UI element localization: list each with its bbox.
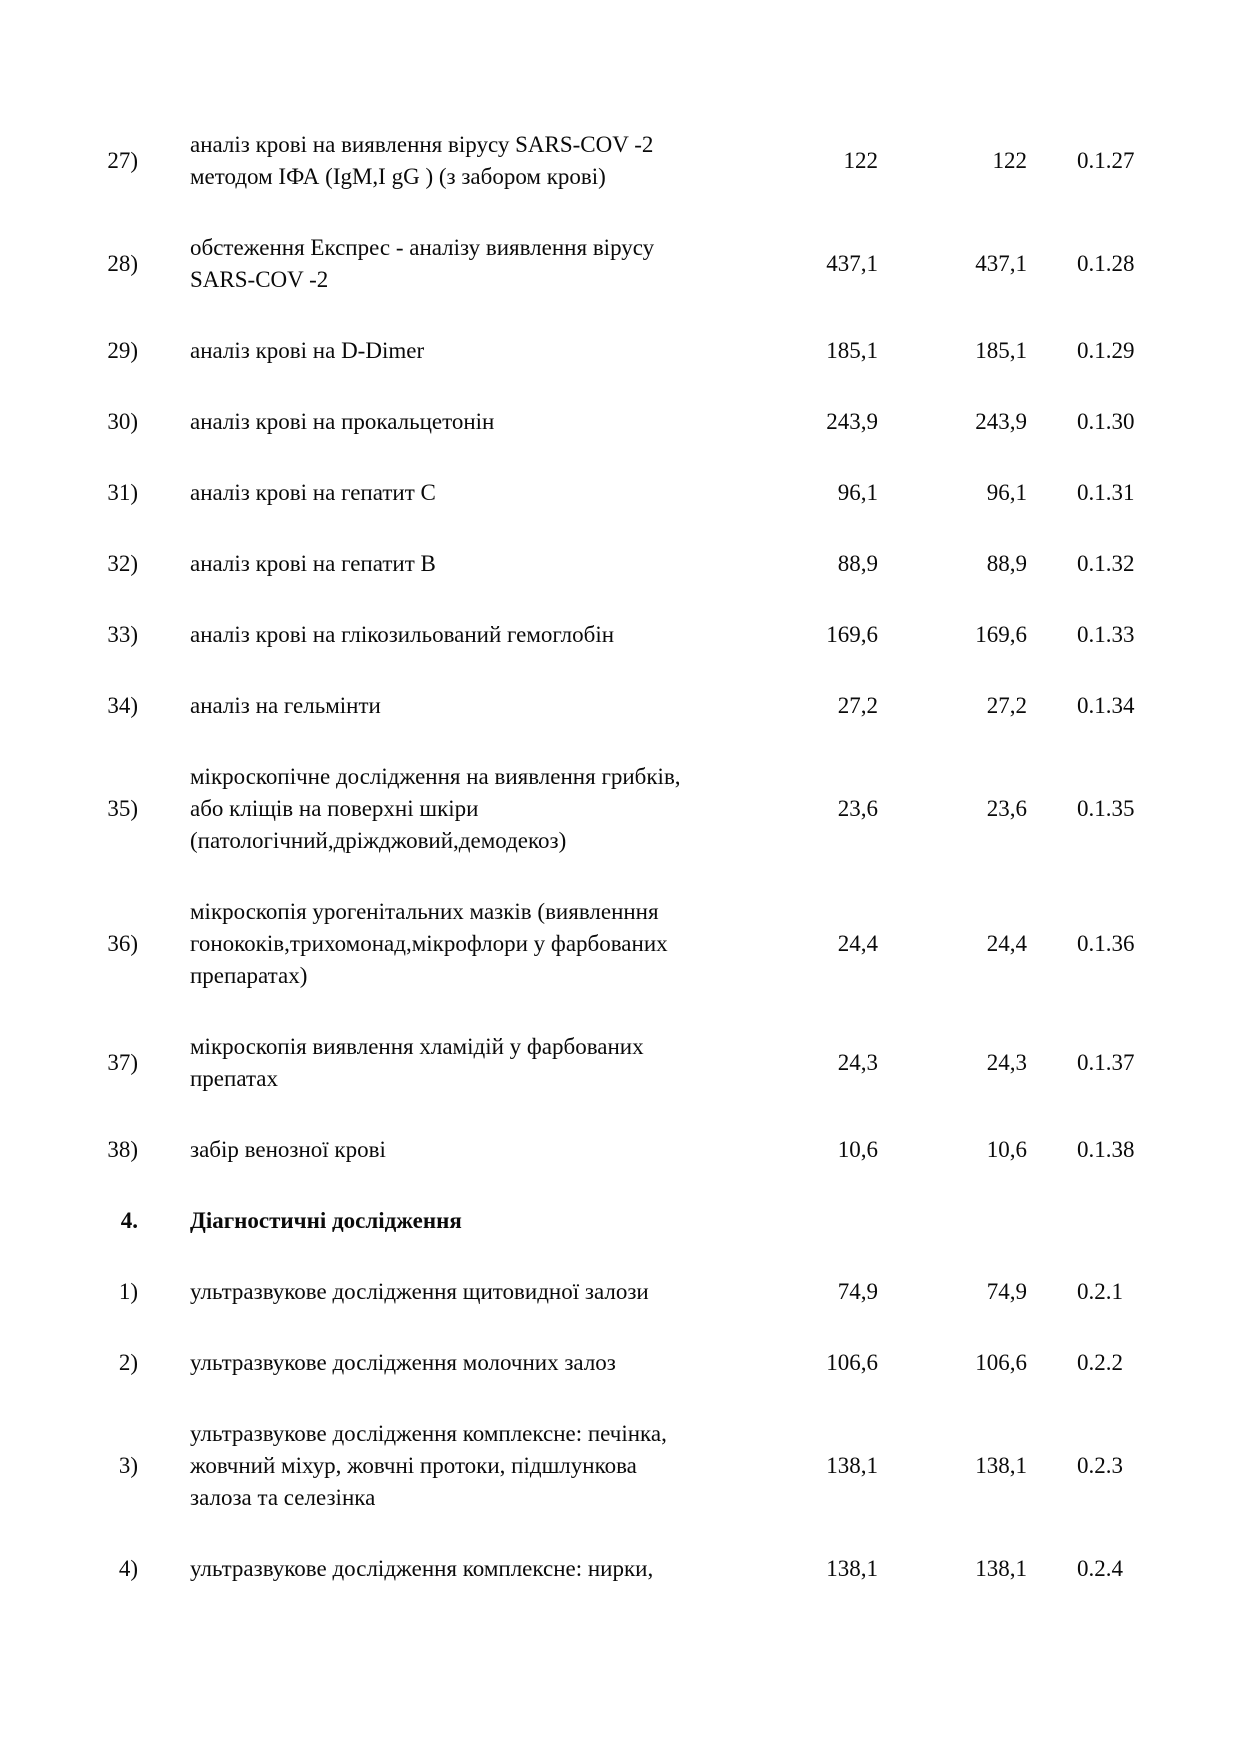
service-code: 0.1.34 bbox=[1077, 693, 1135, 718]
service-code: 0.2.3 bbox=[1077, 1453, 1123, 1478]
price-1: 138,1 bbox=[826, 1453, 878, 1478]
price-2: 24,3 bbox=[986, 1050, 1027, 1075]
service-description: аналіз крові на прокальцетонін bbox=[190, 409, 495, 434]
service-description: аналіз крові на гепатит C bbox=[190, 480, 436, 505]
section-header-row bbox=[0, 1205, 1240, 1237]
price-1: 106,6 bbox=[826, 1350, 878, 1375]
service-code: 0.1.38 bbox=[1077, 1137, 1135, 1162]
service-description: ультразвукове дослідження щитовидної залози bbox=[190, 1279, 649, 1304]
service-code: 0.1.35 bbox=[1077, 796, 1135, 821]
price-2: 10,6 bbox=[986, 1137, 1027, 1162]
table-row bbox=[0, 406, 1240, 438]
row-number: 29) bbox=[107, 338, 138, 363]
price-1: 437,1 bbox=[826, 251, 878, 276]
price-2: 138,1 bbox=[975, 1556, 1027, 1581]
service-description: обстеження Експрес - аналізу виявлення вірусу SARS-COV -2 bbox=[190, 235, 655, 292]
price-2: 88,9 bbox=[986, 551, 1027, 576]
service-code: 0.2.4 bbox=[1077, 1556, 1123, 1581]
price-1: 23,6 bbox=[837, 796, 878, 821]
table-row bbox=[0, 761, 1240, 857]
service-description: аналіз крові на виявлення вірусу SARS-COV -2 методом ІФА (IgM,I gG ) (з забором крові) bbox=[190, 132, 654, 189]
service-description: ультразвукове дослідження молочних залоз bbox=[190, 1350, 616, 1375]
price-2: 169,6 bbox=[975, 622, 1027, 647]
row-number: 27) bbox=[107, 148, 138, 173]
row-number: 3) bbox=[118, 1453, 138, 1478]
service-code: 0.2.1 bbox=[1077, 1279, 1123, 1304]
service-code: 0.1.31 bbox=[1077, 480, 1135, 505]
service-code: 0.1.30 bbox=[1077, 409, 1135, 434]
price-1: 88,9 bbox=[837, 551, 878, 576]
row-number: 4) bbox=[118, 1556, 138, 1581]
price-1: 185,1 bbox=[826, 338, 878, 363]
service-description: мікроскопічне дослідження на виявлення грибків, або кліщів на поверхні шкіри (патологічний,дріжджовий,демодекоз) bbox=[190, 764, 681, 853]
service-code: 0.1.29 bbox=[1077, 338, 1135, 363]
price-2: 437,1 bbox=[975, 251, 1027, 276]
table-row bbox=[0, 690, 1240, 722]
row-number: 33) bbox=[107, 622, 138, 647]
table-row bbox=[0, 335, 1240, 367]
price-1: 169,6 bbox=[826, 622, 878, 647]
price-2: 106,6 bbox=[975, 1350, 1027, 1375]
section-number: 4. bbox=[120, 1208, 138, 1233]
row-number: 28) bbox=[107, 251, 138, 276]
table-row bbox=[0, 129, 1240, 193]
row-number: 2) bbox=[118, 1350, 138, 1375]
price-2: 122 bbox=[992, 148, 1027, 173]
row-number: 36) bbox=[107, 931, 138, 956]
price-1: 24,4 bbox=[837, 931, 878, 956]
row-number: 30) bbox=[107, 409, 138, 434]
price-2: 74,9 bbox=[986, 1279, 1027, 1304]
table-row bbox=[0, 1134, 1240, 1166]
row-number: 31) bbox=[107, 480, 138, 505]
service-description: мікроскопія урогенітальних мазків (виявленння гонококів,трихомонад,мікрофлори у фарбованих препаратах) bbox=[190, 899, 668, 988]
price-1: 122 bbox=[843, 148, 878, 173]
service-code: 0.1.27 bbox=[1077, 148, 1135, 173]
price-1: 243,9 bbox=[826, 409, 878, 434]
service-description: забір венозної крові bbox=[190, 1137, 386, 1162]
table-row bbox=[0, 477, 1240, 509]
service-description: ультразвукове дослідження комплексне: печінка, жовчний міхур, жовчні протоки, підшлункова залоза та селезінка bbox=[190, 1421, 667, 1510]
service-description: аналіз крові на глікозильований гемоглобін bbox=[190, 622, 615, 647]
price-2: 24,4 bbox=[986, 931, 1027, 956]
service-description: аналіз на гельмінти bbox=[190, 693, 381, 718]
row-number: 38) bbox=[107, 1137, 138, 1162]
price-2: 243,9 bbox=[975, 409, 1027, 434]
section-title: Діагностичні дослідження bbox=[190, 1208, 462, 1233]
service-description: аналіз крові на гепатит B bbox=[190, 551, 436, 576]
price-2: 138,1 bbox=[975, 1453, 1027, 1478]
price-1: 27,2 bbox=[837, 693, 878, 718]
row-number: 32) bbox=[107, 551, 138, 576]
service-code: 0.1.32 bbox=[1077, 551, 1135, 576]
row-number: 37) bbox=[107, 1050, 138, 1075]
price-1: 138,1 bbox=[826, 1556, 878, 1581]
service-code: 0.1.33 bbox=[1077, 622, 1135, 647]
service-description: аналіз крові на D-Dimer bbox=[190, 338, 425, 363]
price-1: 24,3 bbox=[837, 1050, 878, 1075]
table-row bbox=[0, 1553, 1240, 1585]
row-number: 34) bbox=[107, 693, 138, 718]
price-2: 23,6 bbox=[986, 796, 1027, 821]
table-row bbox=[0, 1418, 1240, 1514]
table-row bbox=[0, 1347, 1240, 1379]
price-1: 74,9 bbox=[837, 1279, 878, 1304]
table-row bbox=[0, 548, 1240, 580]
service-code: 0.1.37 bbox=[1077, 1050, 1135, 1075]
row-number: 35) bbox=[107, 796, 138, 821]
table-row bbox=[0, 1031, 1240, 1095]
row-number: 1) bbox=[118, 1279, 138, 1304]
service-description: ультразвукове дослідження комплексне: нирки, bbox=[190, 1556, 654, 1581]
price-2: 185,1 bbox=[975, 338, 1027, 363]
service-code: 0.1.28 bbox=[1077, 251, 1135, 276]
price-1: 10,6 bbox=[837, 1137, 878, 1162]
service-code: 0.2.2 bbox=[1077, 1350, 1123, 1375]
table-row bbox=[0, 619, 1240, 651]
price-1: 96,1 bbox=[837, 480, 878, 505]
price-2: 27,2 bbox=[986, 693, 1027, 718]
table-row bbox=[0, 896, 1240, 992]
price-2: 96,1 bbox=[986, 480, 1027, 505]
table-row bbox=[0, 232, 1240, 296]
service-code: 0.1.36 bbox=[1077, 931, 1135, 956]
table-row bbox=[0, 1276, 1240, 1308]
service-description: мікроскопія виявлення хламідій у фарбованих препатах bbox=[190, 1034, 644, 1091]
